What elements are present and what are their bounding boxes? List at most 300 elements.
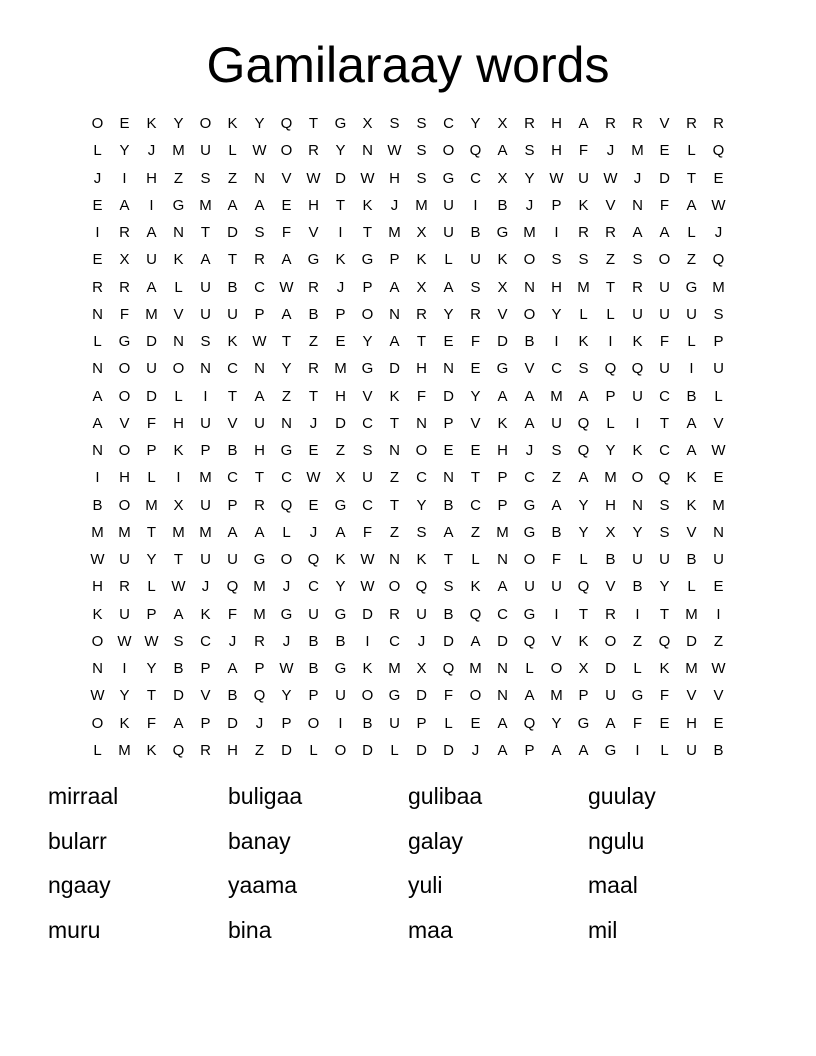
grid-letter: B: [308, 305, 319, 323]
grid-letter: Y: [605, 442, 616, 460]
grid-letter: N: [254, 360, 265, 378]
grid-letter: Q: [280, 115, 293, 133]
grid-letter: X: [173, 496, 184, 514]
grid-row: [84, 437, 732, 464]
grid-letter: Q: [226, 578, 239, 596]
grid-letter: T: [308, 115, 319, 133]
grid-letter: L: [606, 305, 615, 323]
grid-letter: S: [551, 251, 562, 269]
grid-letter: Z: [173, 169, 184, 187]
grid-letter: G: [334, 115, 347, 133]
grid-letter: D: [497, 333, 508, 351]
grid-row: [84, 274, 732, 301]
grid-letter: V: [605, 578, 616, 596]
grid-letter: X: [416, 660, 427, 678]
grid-letter: I: [635, 741, 640, 759]
grid-letter: A: [578, 115, 589, 133]
grid-letter: Z: [308, 333, 319, 351]
grid-letter: T: [146, 523, 157, 541]
grid-letter: L: [633, 660, 642, 678]
grid-letter: C: [362, 496, 373, 514]
grid-letter: L: [390, 741, 399, 759]
grid-letter: P: [146, 605, 157, 623]
grid-letter: Q: [577, 442, 590, 460]
grid-letter: S: [200, 169, 211, 187]
grid-letter: A: [686, 414, 697, 432]
grid-letter: P: [227, 496, 238, 514]
grid-letter: A: [254, 523, 265, 541]
word-list-item: buligaa: [228, 783, 303, 809]
grid-letter: A: [686, 442, 697, 460]
grid-letter: A: [254, 196, 265, 214]
grid-letter: W: [360, 578, 375, 596]
grid-letter: W: [252, 142, 267, 160]
grid-letter: M: [199, 196, 212, 214]
grid-letter: W: [90, 687, 105, 705]
grid-letter: K: [578, 196, 589, 214]
grid-letter: K: [335, 551, 346, 569]
grid-letter: F: [362, 523, 373, 541]
grid-letter: O: [91, 632, 104, 650]
grid-letter: L: [282, 523, 291, 541]
grid-letter: V: [659, 115, 670, 133]
grid-letter: D: [227, 224, 238, 242]
grid-letter: T: [335, 196, 346, 214]
grid-letter: W: [144, 632, 159, 650]
grid-letter: R: [713, 115, 724, 133]
grid-letter: K: [227, 333, 238, 351]
grid-letter: U: [659, 305, 670, 323]
word-list-item: ngaay: [48, 872, 111, 898]
grid-letter: A: [659, 224, 670, 242]
grid-letter: J: [228, 632, 237, 650]
grid-letter: U: [227, 551, 238, 569]
word-list-item: bularr: [48, 827, 107, 854]
grid-letter: J: [309, 523, 318, 541]
grid-letter: H: [92, 578, 103, 596]
grid-letter: P: [308, 687, 319, 705]
grid-letter: A: [281, 305, 292, 323]
grid-letter: Q: [280, 496, 293, 514]
grid-letter: J: [714, 224, 723, 242]
grid-row: [84, 628, 732, 655]
grid-letter: R: [119, 578, 130, 596]
grid-letter: O: [91, 115, 104, 133]
grid-letter: E: [335, 333, 346, 351]
grid-letter: A: [551, 496, 562, 514]
grid-letter: G: [307, 251, 320, 269]
grid-letter: Y: [632, 523, 643, 541]
grid-letter: H: [389, 169, 400, 187]
grid-letter: F: [227, 605, 238, 623]
grid-letter: W: [360, 169, 375, 187]
grid-letter: K: [578, 632, 589, 650]
grid-letter: S: [659, 523, 670, 541]
grid-letter: V: [713, 414, 724, 432]
grid-letter: M: [469, 660, 482, 678]
grid-letter: N: [389, 305, 400, 323]
grid-letter: P: [254, 660, 265, 678]
grid-letter: A: [524, 387, 535, 405]
grid-letter: B: [686, 551, 697, 569]
grid-letter: N: [173, 224, 184, 242]
grid-letter: V: [713, 687, 724, 705]
grid-letter: B: [308, 660, 319, 678]
grid-letter: C: [659, 442, 670, 460]
grid-letter: R: [524, 115, 535, 133]
grid-letter: I: [554, 224, 559, 242]
grid-letter: M: [712, 496, 725, 514]
grid-letter: M: [145, 496, 158, 514]
grid-letter: W: [117, 632, 132, 650]
grid-row: [84, 682, 732, 709]
grid-letter: B: [308, 632, 319, 650]
grid-letter: M: [496, 523, 509, 541]
grid-letter: A: [524, 687, 535, 705]
grid-letter: M: [550, 387, 563, 405]
grid-letter: H: [551, 142, 562, 160]
grid-letter: F: [146, 414, 157, 432]
grid-letter: M: [172, 142, 185, 160]
grid-letter: M: [199, 523, 212, 541]
grid-letter: U: [200, 305, 211, 323]
grid-letter: J: [147, 142, 156, 160]
grid-letter: O: [550, 660, 563, 678]
grid-letter: P: [443, 414, 454, 432]
grid-letter: R: [254, 496, 265, 514]
grid-letter: B: [497, 196, 508, 214]
grid-letter: C: [551, 360, 562, 378]
grid-letter: U: [146, 251, 157, 269]
grid-letter: R: [605, 115, 616, 133]
grid-letter: L: [93, 741, 102, 759]
grid-letter: U: [254, 414, 265, 432]
grid-letter: V: [605, 196, 616, 214]
grid-row: [84, 110, 732, 137]
grid-letter: H: [416, 360, 427, 378]
grid-letter: S: [713, 305, 724, 323]
grid-letter: C: [416, 469, 427, 487]
grid-letter: W: [90, 551, 105, 569]
grid-letter: F: [416, 387, 427, 405]
grid-letter: L: [525, 660, 534, 678]
grid-letter: X: [416, 278, 427, 296]
grid-letter: W: [711, 660, 726, 678]
grid-letter: I: [338, 714, 343, 732]
grid-letter: U: [200, 414, 211, 432]
grid-letter: Q: [172, 741, 185, 759]
grid-row: [84, 165, 732, 192]
grid-letter: U: [470, 251, 481, 269]
word-list-item: banay: [228, 827, 291, 854]
grid-letter: E: [281, 196, 292, 214]
grid-letter: S: [632, 251, 643, 269]
grid-letter: P: [200, 442, 211, 460]
word-list-item: mil: [588, 916, 618, 943]
grid-letter: J: [471, 741, 480, 759]
grid-letter: U: [659, 278, 670, 296]
grid-letter: A: [470, 632, 481, 650]
grid-letter: A: [443, 278, 454, 296]
grid-letter: V: [497, 305, 508, 323]
grid-letter: E: [470, 442, 481, 460]
grid-letter: N: [362, 142, 373, 160]
grid-letter: H: [551, 115, 562, 133]
grid-letter: S: [416, 142, 427, 160]
grid-letter: E: [713, 469, 724, 487]
grid-letter: U: [200, 278, 211, 296]
grid-row: [84, 192, 732, 219]
grid-letter: R: [632, 115, 643, 133]
grid-letter: L: [93, 333, 102, 351]
grid-letter: J: [525, 196, 534, 214]
grid-letter: N: [443, 469, 454, 487]
grid-letter: T: [227, 251, 238, 269]
grid-letter: A: [200, 251, 211, 269]
grid-letter: N: [443, 360, 454, 378]
grid-letter: J: [606, 142, 615, 160]
grid-letter: A: [497, 578, 508, 596]
grid-letter: G: [280, 442, 293, 460]
grid-letter: O: [199, 115, 212, 133]
grid-letter: B: [227, 442, 238, 460]
grid-letter: H: [227, 741, 238, 759]
grid-letter: Z: [254, 741, 265, 759]
grid-letter: N: [92, 360, 103, 378]
grid-letter: O: [442, 142, 455, 160]
grid-letter: N: [497, 660, 508, 678]
grid-letter: J: [525, 442, 534, 460]
grid-letter: G: [118, 333, 131, 351]
grid-letter: U: [335, 687, 346, 705]
grid-letter: P: [524, 741, 535, 759]
grid-letter: A: [119, 196, 130, 214]
grid-letter: M: [253, 578, 266, 596]
grid-letter: P: [389, 251, 400, 269]
grid-letter: A: [686, 196, 697, 214]
grid-letter: X: [497, 115, 508, 133]
grid-letter: W: [252, 333, 267, 351]
grid-letter: U: [443, 224, 454, 242]
grid-letter: Q: [442, 660, 455, 678]
grid-letter: N: [92, 660, 103, 678]
grid-letter: L: [444, 714, 453, 732]
grid-letter: U: [308, 605, 319, 623]
grid-letter: D: [443, 741, 454, 759]
grid-letter: M: [712, 278, 725, 296]
grid-letter: O: [118, 442, 131, 460]
grid-letter: P: [578, 687, 589, 705]
grid-letter: Z: [389, 523, 400, 541]
grid-letter: X: [119, 251, 130, 269]
word-list-item: gulibaa: [408, 783, 483, 809]
grid-letter: U: [362, 469, 373, 487]
grid-letter: B: [92, 496, 103, 514]
grid-letter: I: [554, 605, 559, 623]
grid-row: [84, 737, 732, 764]
grid-letter: M: [145, 305, 158, 323]
grid-letter: W: [603, 169, 618, 187]
grid-letter: K: [362, 660, 373, 678]
grid-letter: Q: [307, 551, 320, 569]
grid-letter: Y: [146, 660, 157, 678]
grid-letter: U: [416, 605, 427, 623]
grid-letter: L: [174, 278, 183, 296]
grid-letter: S: [578, 360, 589, 378]
grid-letter: M: [388, 224, 401, 242]
grid-letter: K: [389, 387, 400, 405]
grid-letter: G: [280, 605, 293, 623]
grid-letter: O: [280, 142, 293, 160]
grid-letter: A: [146, 224, 157, 242]
grid-letter: R: [308, 278, 319, 296]
grid-letter: G: [631, 687, 644, 705]
grid-row: [84, 710, 732, 737]
grid-letter: O: [469, 687, 482, 705]
grid-letter: O: [658, 251, 671, 269]
grid-letter: Y: [335, 578, 346, 596]
grid-letter: S: [416, 115, 427, 133]
grid-letter: D: [335, 169, 346, 187]
grid-letter: O: [523, 305, 536, 323]
grid-letter: B: [605, 551, 616, 569]
grid-row: [84, 655, 732, 682]
grid-letter: E: [713, 578, 724, 596]
grid-letter: H: [686, 714, 697, 732]
grid-letter: C: [281, 469, 292, 487]
grid-letter: Y: [119, 142, 130, 160]
grid-row: [84, 301, 732, 328]
grid-letter: B: [551, 523, 562, 541]
grid-letter: O: [91, 714, 104, 732]
grid-letter: D: [659, 169, 670, 187]
grid-letter: H: [146, 169, 157, 187]
grid-letter: A: [497, 741, 508, 759]
grid-letter: A: [551, 741, 562, 759]
grid-letter: R: [200, 741, 211, 759]
grid-letter: G: [253, 551, 266, 569]
grid-letter: G: [361, 251, 374, 269]
grid-letter: K: [497, 414, 508, 432]
grid-letter: Q: [523, 714, 536, 732]
grid-letter: G: [496, 360, 509, 378]
grid-letter: S: [551, 442, 562, 460]
grid-letter: V: [200, 687, 211, 705]
grid-letter: J: [309, 414, 318, 432]
grid-letter: G: [361, 360, 374, 378]
grid-letter: K: [335, 251, 346, 269]
grid-letter: V: [227, 414, 238, 432]
grid-letter: M: [388, 660, 401, 678]
grid-letter: N: [254, 169, 265, 187]
grid-letter: K: [146, 115, 157, 133]
grid-letter: F: [659, 196, 670, 214]
grid-letter: L: [687, 224, 696, 242]
grid-letter: H: [605, 496, 616, 514]
grid-letter: G: [442, 169, 455, 187]
grid-letter: L: [309, 741, 318, 759]
grid-letter: D: [173, 687, 184, 705]
grid-letter: T: [443, 551, 454, 569]
grid-letter: R: [686, 115, 697, 133]
grid-letter: A: [578, 469, 589, 487]
grid-letter: T: [146, 687, 157, 705]
grid-letter: S: [173, 632, 184, 650]
grid-letter: U: [686, 305, 697, 323]
grid-letter: S: [416, 169, 427, 187]
grid-letter: A: [443, 523, 454, 541]
grid-letter: K: [497, 251, 508, 269]
grid-letter: I: [149, 196, 154, 214]
grid-letter: A: [497, 142, 508, 160]
grid-letter: L: [687, 578, 696, 596]
grid-letter: Y: [524, 169, 535, 187]
grid-letter: A: [227, 196, 238, 214]
grid-letter: N: [497, 551, 508, 569]
grid-letter: T: [254, 469, 265, 487]
grid-letter: L: [687, 333, 696, 351]
grid-letter: T: [389, 414, 400, 432]
grid-letter: Z: [470, 523, 481, 541]
grid-letter: J: [633, 169, 642, 187]
grid-letter: D: [362, 741, 373, 759]
grid-row: [84, 219, 732, 246]
grid-letter: D: [443, 632, 454, 650]
grid-letter: F: [146, 714, 157, 732]
grid-letter: Y: [659, 578, 670, 596]
grid-letter: Y: [470, 115, 481, 133]
grid-letter: O: [118, 496, 131, 514]
grid-letter: R: [308, 142, 319, 160]
grid-letter: S: [524, 142, 535, 160]
grid-letter: I: [122, 660, 127, 678]
grid-letter: B: [686, 387, 697, 405]
grid-letter: U: [578, 169, 589, 187]
grid-letter: G: [496, 224, 509, 242]
grid-letter: L: [471, 551, 480, 569]
grid-letter: Q: [469, 142, 482, 160]
grid-letter: T: [308, 387, 319, 405]
grid-letter: E: [92, 251, 103, 269]
grid-letter: X: [362, 115, 373, 133]
grid-letter: B: [470, 224, 481, 242]
grid-letter: A: [92, 414, 103, 432]
grid-letter: I: [689, 360, 694, 378]
grid-letter: R: [119, 278, 130, 296]
grid-letter: A: [389, 333, 400, 351]
grid-letter: W: [360, 551, 375, 569]
word-list-item: yuli: [408, 872, 443, 898]
grid-letter: N: [389, 551, 400, 569]
grid-letter: M: [631, 142, 644, 160]
grid-letter: T: [200, 224, 211, 242]
grid-letter: B: [443, 605, 454, 623]
grid-letter: P: [497, 496, 508, 514]
grid-letter: O: [307, 714, 320, 732]
grid-row: [84, 410, 732, 437]
grid-letter: Q: [469, 605, 482, 623]
grid-letter: K: [227, 115, 238, 133]
grid-letter: U: [119, 605, 130, 623]
grid-letter: P: [335, 305, 346, 323]
grid-letter: I: [716, 605, 721, 623]
grid-letter: A: [524, 414, 535, 432]
grid-letter: V: [281, 169, 292, 187]
grid-letter: D: [416, 741, 427, 759]
grid-letter: V: [524, 360, 535, 378]
grid-letter: T: [659, 414, 670, 432]
grid-letter: D: [497, 632, 508, 650]
